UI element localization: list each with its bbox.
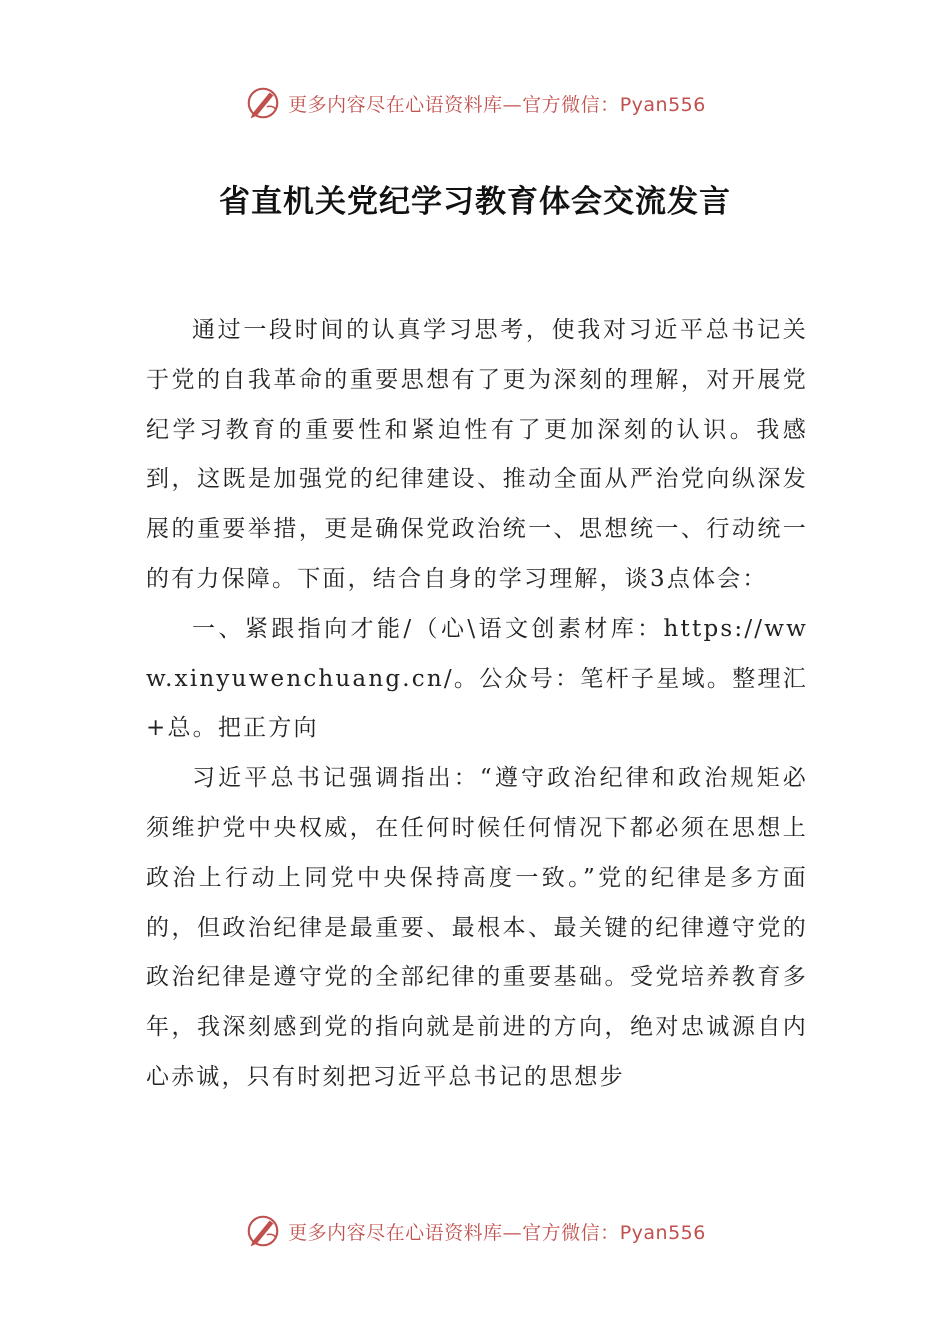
pen-in-circle-icon [244,84,282,122]
header-watermark [0,84,950,122]
paragraph-section-heading: 一、紧跟指向才能/（心\语文创素材库：https://www.xinyuwenchuang.cn/。公众号：笔杆子星域。整理汇+总。把正方向 [146,615,808,742]
paragraph-intro: 通过一段时间的认真学习思考，使我对习近平总书记关于党的自我革命的重要思想有了更为深刻的理解，对开展党纪学习教育的重要性和紧迫性有了更加深刻的认识。我感到，这既是加强党的纪律建设、推动全面从严治党向纵深发展的重要举措，更是确保党政治统一、思想统一、行动统一的有力保障。下面，结合自身的学习理解，谈3点体会： [146,317,808,592]
watermark-text: 更多内容尽在心语资料库—官方微信：Pyan556 [288,93,706,116]
watermark-text: 更多内容尽在心语资料库—官方微信：Pyan556 [288,1221,706,1244]
pen-in-circle-icon [244,1212,282,1250]
footer-watermark [0,1212,950,1250]
document-body [146,306,808,1103]
document-title: 省直机关党纪学习教育体会交流发言 [219,184,731,220]
paragraph-discipline: 习近平总书记强调指出：“遵守政治纪律和政治规矩必须维护党中央权威，在任何时候任何情况下都必须在思想上政治上行动上同党中央保持高度一致。”党的纪律是多方面的，但政治纪律是最重要、最根本、最关键的纪律遵守党的政治纪律是遵守党的全部纪律的重要基础。受党培养教育多年，我深刻感到党的指向就是前进的方向，绝对忠诚源自内心赤诚，只有时刻把习近平总书记的思想步 [146,765,808,1090]
